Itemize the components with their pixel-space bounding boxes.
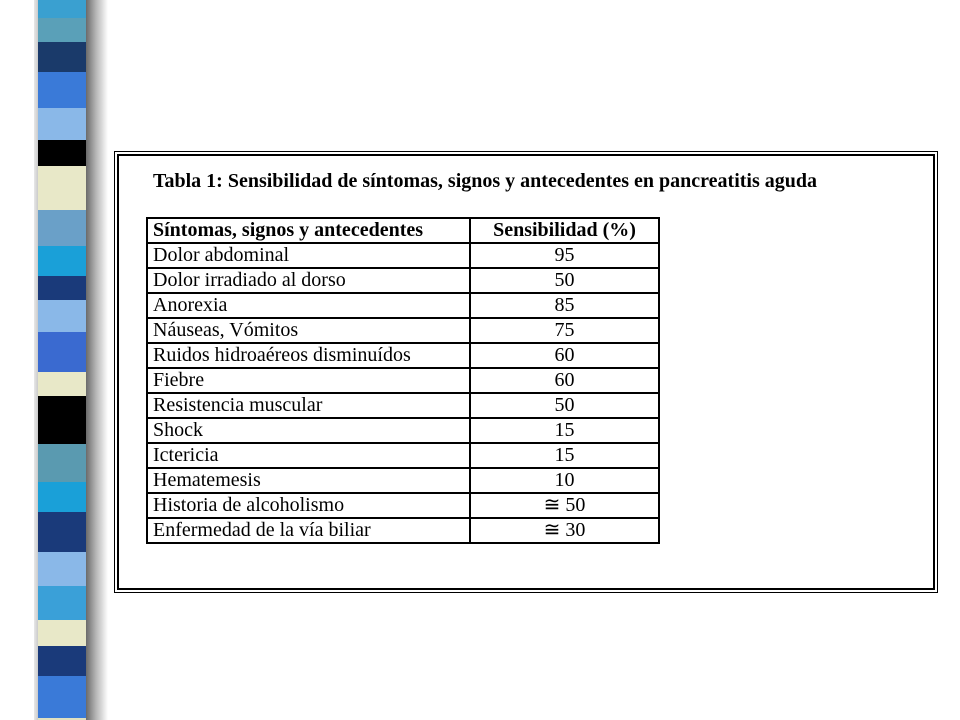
- header-symptoms: Síntomas, signos y antecedentes: [147, 218, 470, 243]
- table-frame: [114, 151, 938, 593]
- table-row: [147, 393, 659, 418]
- stripe-segment: [38, 276, 86, 300]
- stripe-segment: [38, 512, 86, 552]
- table-row: [147, 518, 659, 543]
- cell-symptom: Náuseas, Vómitos: [147, 318, 470, 343]
- cell-sensitivity: 10: [470, 468, 659, 493]
- cell-symptom: Resistencia muscular: [147, 393, 470, 418]
- table-row: [147, 368, 659, 393]
- cell-sensitivity: ≅ 50: [470, 493, 659, 518]
- stripe-segment: [38, 0, 86, 18]
- stripe-segment: [38, 42, 86, 72]
- table-row: [147, 418, 659, 443]
- stripe-segment: [38, 676, 86, 718]
- cell-sensitivity: 15: [470, 443, 659, 468]
- cell-sensitivity: ≅ 30: [470, 518, 659, 543]
- stripe-segment: [38, 108, 86, 140]
- cell-symptom: Historia de alcoholismo: [147, 493, 470, 518]
- stripe-segment: [38, 444, 86, 482]
- stripe-segment: [38, 300, 86, 332]
- cell-sensitivity: 50: [470, 268, 659, 293]
- cell-symptom: Ictericia: [147, 443, 470, 468]
- cell-symptom: Enfermedad de la vía biliar: [147, 518, 470, 543]
- table-row: [147, 243, 659, 268]
- table-header-row: [147, 218, 659, 243]
- stripe-segment: [38, 552, 86, 586]
- stripe-segment: [38, 210, 86, 246]
- cell-sensitivity: 50: [470, 393, 659, 418]
- cell-sensitivity: 60: [470, 368, 659, 393]
- stripe-segment: [38, 72, 86, 108]
- cell-symptom: Anorexia: [147, 293, 470, 318]
- sensitivity-table: [146, 217, 660, 544]
- stripe-segment: [38, 140, 86, 166]
- cell-sensitivity: 85: [470, 293, 659, 318]
- cell-symptom: Dolor abdominal: [147, 243, 470, 268]
- cell-sensitivity: 60: [470, 343, 659, 368]
- cell-symptom: Shock: [147, 418, 470, 443]
- table-row: [147, 493, 659, 518]
- cell-symptom: Hematemesis: [147, 468, 470, 493]
- table-row: [147, 318, 659, 343]
- stripe-segment: [38, 586, 86, 620]
- table-row: [147, 443, 659, 468]
- cell-sensitivity: 15: [470, 418, 659, 443]
- stripe-segment: [38, 646, 86, 676]
- table-row: [147, 293, 659, 318]
- stripe-segment: [38, 18, 86, 42]
- table-row: [147, 343, 659, 368]
- cell-sensitivity: 95: [470, 243, 659, 268]
- table-row: [147, 268, 659, 293]
- stripe-segment: [38, 332, 86, 372]
- table-row: [147, 468, 659, 493]
- cell-symptom: Fiebre: [147, 368, 470, 393]
- decorative-stripe: [38, 0, 86, 720]
- stripe-segment: [38, 246, 86, 276]
- stripe-segment: [38, 166, 86, 210]
- cell-sensitivity: 75: [470, 318, 659, 343]
- cell-symptom: Ruidos hidroaéreos disminuídos: [147, 343, 470, 368]
- stripe-segment: [38, 620, 86, 646]
- cell-symptom: Dolor irradiado al dorso: [147, 268, 470, 293]
- stripe-segment: [38, 372, 86, 396]
- decorative-stripe-shadow: [86, 0, 108, 720]
- header-sensitivity: Sensibilidad (%): [470, 218, 659, 243]
- table-title: Tabla 1: Sensibilidad de síntomas, signos y antecedentes en pancreatitis aguda: [153, 170, 817, 192]
- stripe-segment: [38, 482, 86, 512]
- stripe-segment: [38, 396, 86, 444]
- table-frame-inner: [117, 154, 935, 590]
